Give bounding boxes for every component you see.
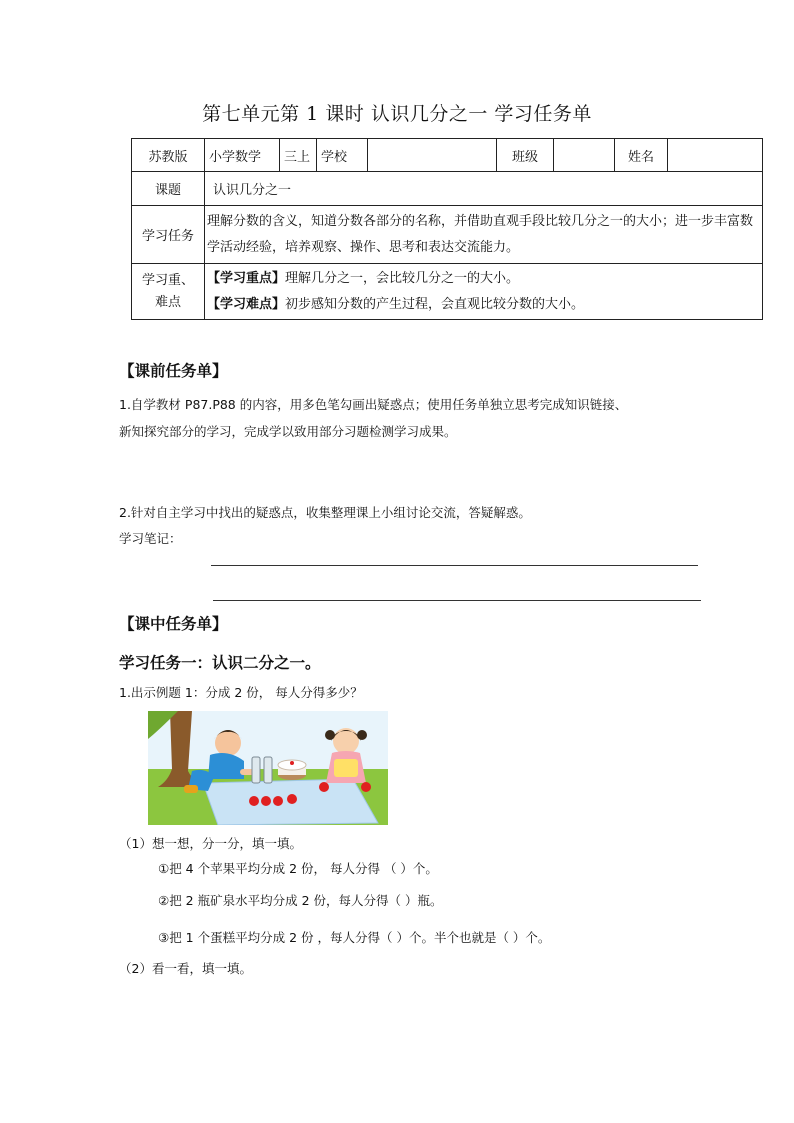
pre-class-heading: 【课前任务单】 (119, 362, 228, 380)
girl-pigtail-right (357, 730, 367, 740)
girl-apron (334, 759, 358, 777)
school-label: 学校 (317, 139, 368, 172)
focus-label-line2: 难点 (154, 294, 181, 310)
name-label: 姓名 (615, 139, 668, 172)
cake-cherry (290, 761, 294, 765)
topic-value: 认识几分之一 (205, 172, 763, 206)
girl-pigtail-left (325, 730, 335, 740)
difficulty-line (207, 292, 758, 318)
in-class-heading: 【课中任务单】 (119, 615, 228, 633)
grade-cell: 三上 (280, 139, 317, 172)
key-point-line (207, 266, 758, 292)
name-field[interactable] (668, 139, 763, 172)
class-label: 班级 (497, 139, 554, 172)
focus-label (132, 264, 205, 320)
task-label: 学习任务 (132, 206, 205, 264)
girl-shoe-right (361, 782, 371, 792)
girl-shoe-left (319, 782, 329, 792)
focus-value (205, 264, 763, 320)
difficulty-tag: 【学习难点】 (207, 296, 286, 312)
document-title: 第七单元第 1 课时 认识几分之一 学习任务单 (202, 103, 592, 125)
apple-4 (287, 794, 297, 804)
water-bottle-2 (264, 757, 272, 783)
question-1: （1）想一想，分一分，填一填。 (119, 836, 302, 851)
pre-class-item1-line2: 新知探究部分的学习，完成学以致用部分习题检测学习成果。 (119, 424, 457, 439)
key-point-tag: 【学习重点】 (207, 270, 286, 286)
girl-head (333, 728, 359, 754)
key-point-text: 理解几分之一，会比较几分之一的大小。 (285, 270, 520, 286)
task-value: 理解分数的含义，知道分数各部分的名称，并借助直观手段比较几分之一的大小；进一步丰富数学活动经验，培养观察、操作、思考和表达交流能力。 (205, 206, 763, 264)
pre-class-item1-line1: 1.自学教材 P87.P88 的内容，用多色笔勾画出疑惑点；使用任务单独立思考完成知识链接、 (119, 397, 628, 412)
boy-shoe (184, 785, 198, 793)
notes-label: 学习笔记： (119, 531, 182, 546)
example-line: 1.出示例题 1：分成 2 份， 每人分得多少？ (119, 685, 363, 700)
apple-1 (249, 796, 259, 806)
edition-cell: 苏教版 (132, 139, 205, 172)
notes-line-2[interactable] (213, 600, 701, 601)
question-1a: ①把 4 个苹果平均分成 2 份， 每人分得 （ ）个。 (158, 861, 438, 876)
topic-label: 课题 (132, 172, 205, 206)
difficulty-text: 初步感知分数的产生过程，会直观比较分数的大小。 (285, 296, 585, 312)
notes-line-1[interactable] (211, 565, 698, 566)
apple-2 (261, 796, 271, 806)
question-1c: ③把 1 个蛋糕平均分成 2 份 ，每人分得（ ）个。半个也就是（ ）个。 (158, 930, 551, 945)
info-table (131, 138, 763, 320)
focus-label-line1: 学习重、 (141, 272, 194, 288)
question-2: （2）看一看，填一填。 (119, 961, 252, 976)
question-1b: ②把 2 瓶矿泉水平均分成 2 份，每人分得（ ）瓶。 (158, 893, 443, 908)
water-bottle-1 (252, 757, 260, 783)
example-illustration (148, 711, 388, 825)
pre-class-item2: 2.针对自主学习中找出的疑惑点，收集整理课上小组讨论交流，答疑解惑。 (119, 505, 531, 520)
school-field[interactable] (368, 139, 497, 172)
subject-cell: 小学数学 (205, 139, 280, 172)
apple-3 (273, 796, 283, 806)
task1-title: 学习任务一：认识二分之一。 (119, 654, 321, 672)
class-field[interactable] (554, 139, 615, 172)
